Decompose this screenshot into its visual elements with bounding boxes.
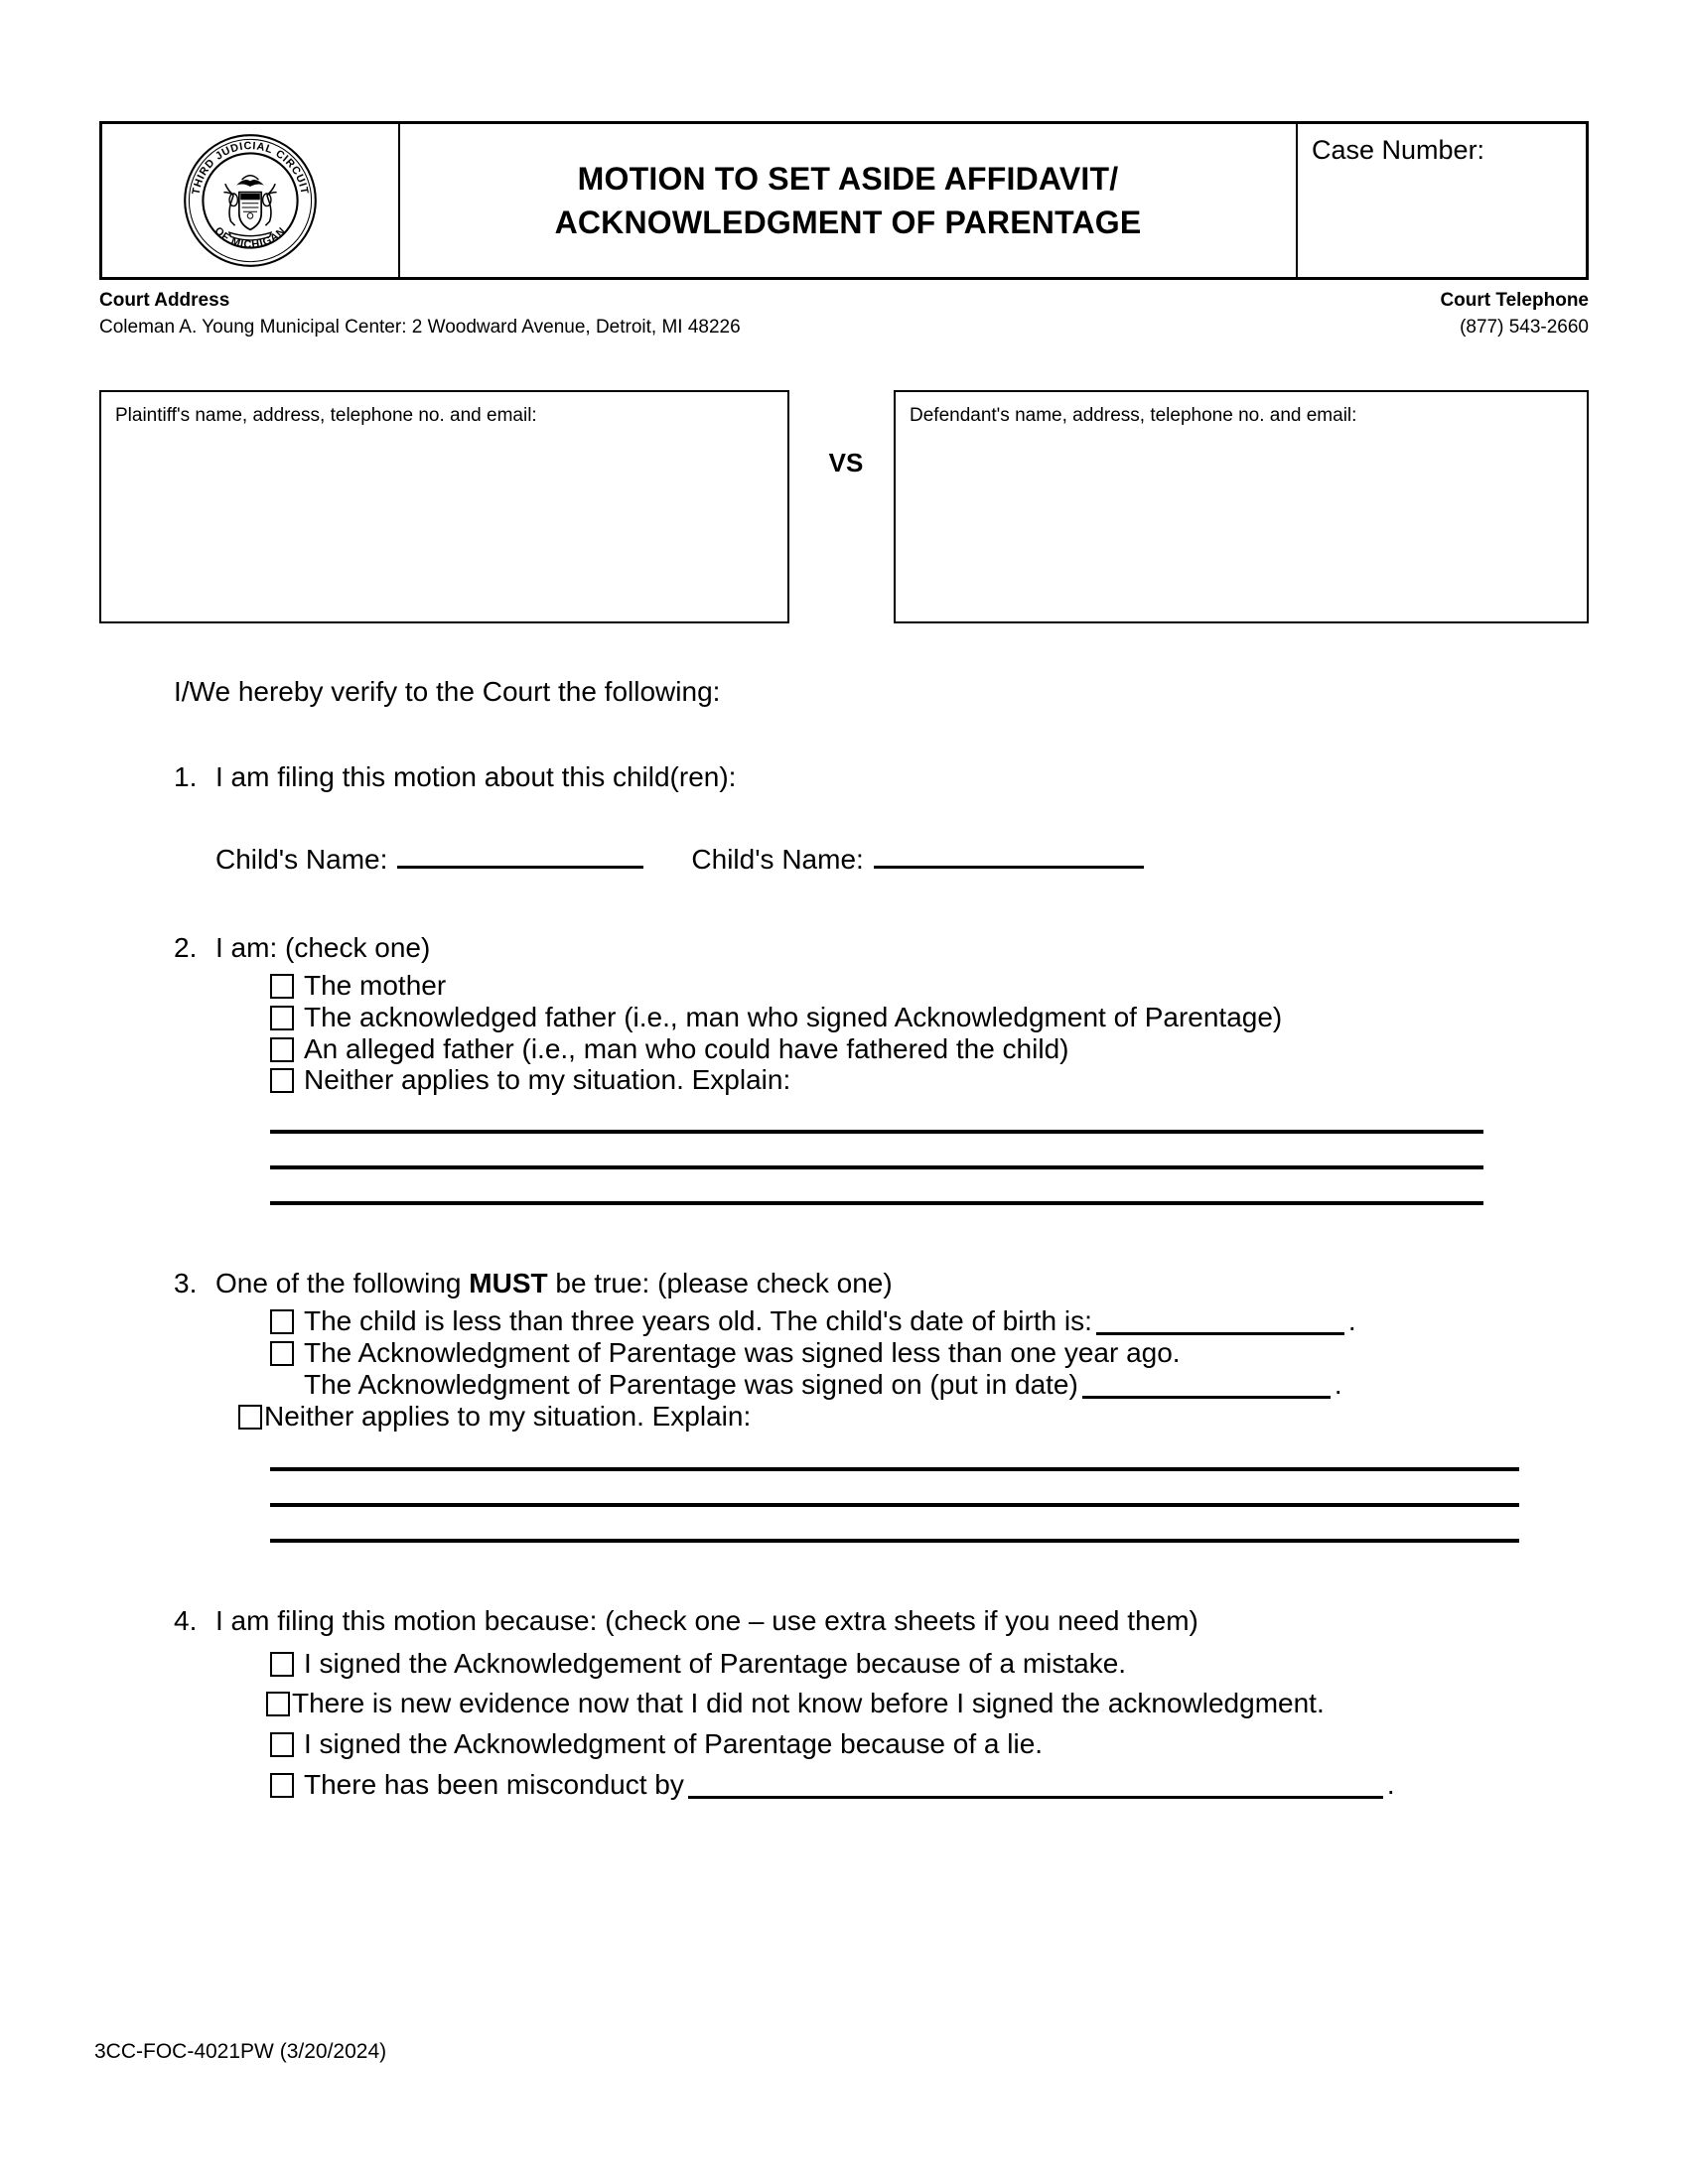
item-2-option-neither[interactable] bbox=[270, 1065, 1688, 1096]
child-name-label-2: Child's Name: bbox=[691, 843, 864, 875]
court-telephone-value: (877) 543-2660 bbox=[1460, 316, 1589, 338]
item-3-signed-on-label bbox=[304, 1370, 1342, 1401]
form-title-line-1: MOTION TO SET ASIDE AFFIDAVIT/ bbox=[577, 160, 1119, 197]
case-number-label: Case Number: bbox=[1312, 135, 1485, 165]
writing-line[interactable] bbox=[270, 1201, 1483, 1205]
checkbox-icon[interactable] bbox=[270, 1341, 294, 1366]
item-4-option-mistake[interactable] bbox=[270, 1649, 1688, 1680]
item-2-option-alleged-father[interactable] bbox=[270, 1034, 1688, 1065]
item-2-option-label: Neither applies to my situation. Explain: bbox=[304, 1064, 791, 1096]
defendant-label: Defendant's name, address, telephone no. and email: bbox=[910, 405, 1357, 426]
court-telephone-group bbox=[1440, 288, 1589, 314]
item-3-signed-on-text: The Acknowledgment of Parentage was signed on (put in date) bbox=[304, 1368, 1078, 1400]
misconduct-by-input[interactable] bbox=[688, 1770, 1383, 1799]
item-4-option-label: There is new evidence now that I did not know before I signed the acknowledgment. bbox=[292, 1688, 1325, 1719]
item-3-signed-on-row bbox=[270, 1370, 1688, 1401]
checkbox-icon[interactable] bbox=[238, 1405, 262, 1430]
court-address-value: Coleman A. Young Municipal Center: 2 Woodward Avenue, Detroit, MI 48226 bbox=[99, 316, 741, 338]
item-3-text bbox=[215, 1268, 893, 1298]
checkbox-icon[interactable] bbox=[270, 1309, 294, 1334]
court-seal-cell bbox=[102, 124, 400, 277]
versus-label: VS bbox=[828, 448, 864, 478]
item-2-option-mother[interactable] bbox=[270, 971, 1688, 1002]
item-2-text: I am: (check one) bbox=[215, 931, 431, 963]
defendant-box[interactable] bbox=[894, 390, 1589, 623]
checkbox-icon[interactable] bbox=[270, 1773, 294, 1798]
item-2-option-label: An alleged father (i.e., man who could have fathered the child) bbox=[304, 1032, 1069, 1064]
checkbox-icon[interactable] bbox=[270, 1037, 294, 1062]
item-2 bbox=[174, 931, 1688, 965]
plaintiff-label: Plaintiff's name, address, telephone no. and email: bbox=[115, 405, 537, 426]
child-name-input-1[interactable] bbox=[397, 838, 643, 869]
item-3-option1-period: . bbox=[1347, 1305, 1356, 1337]
item-3-option-label bbox=[304, 1306, 1356, 1337]
item-4-option-lie[interactable] bbox=[270, 1729, 1688, 1760]
item-2-options bbox=[270, 971, 1688, 1096]
parties-section bbox=[99, 390, 1589, 628]
form-title-cell bbox=[400, 124, 1298, 277]
checkbox-icon[interactable] bbox=[270, 1652, 294, 1677]
plaintiff-box[interactable] bbox=[99, 390, 789, 623]
item-4-option-new-evidence[interactable] bbox=[266, 1689, 1688, 1719]
court-address-group bbox=[99, 288, 229, 314]
item-3-option-within-one-year[interactable] bbox=[270, 1338, 1688, 1369]
item-1 bbox=[174, 760, 1688, 794]
form-title-line-2: ACKNOWLEDGMENT OF PARENTAGE bbox=[554, 205, 1142, 240]
writing-line[interactable] bbox=[270, 1165, 1483, 1169]
item-4 bbox=[174, 1604, 1688, 1638]
child-name-label-1: Child's Name: bbox=[215, 843, 388, 875]
case-number-cell[interactable] bbox=[1298, 124, 1586, 277]
writing-line[interactable] bbox=[270, 1130, 1483, 1134]
item-4-option-label: I signed the Acknowledgment of Parentage because of a lie. bbox=[304, 1728, 1044, 1760]
writing-line[interactable] bbox=[270, 1503, 1519, 1507]
item-3-signed-on-period: . bbox=[1334, 1368, 1342, 1400]
child-name-input-2[interactable] bbox=[874, 838, 1144, 869]
writing-line[interactable] bbox=[270, 1539, 1519, 1543]
item-3-options bbox=[264, 1305, 1688, 1432]
item-2-option-acknowledged-father[interactable] bbox=[270, 1003, 1688, 1033]
item-1-text: I am filing this motion about this child(ren): bbox=[215, 760, 737, 792]
item-4-option-label: I signed the Acknowledgement of Parentage because of a mistake. bbox=[304, 1647, 1127, 1679]
form-id-footer: 3CC-FOC-4021PW (3/20/2024) bbox=[94, 2040, 387, 2063]
signed-on-date-input[interactable] bbox=[1082, 1370, 1331, 1399]
item-4-text: I am filing this motion because: (check one – use extra sheets if you need them) bbox=[215, 1605, 1198, 1637]
caption-table bbox=[99, 121, 1589, 280]
writing-line[interactable] bbox=[270, 1467, 1519, 1471]
item-4-option-misconduct[interactable] bbox=[270, 1770, 1688, 1801]
item-3-text-must: MUST bbox=[469, 1268, 548, 1299]
item-4-option-label bbox=[304, 1770, 1395, 1801]
checkbox-icon[interactable] bbox=[266, 1692, 290, 1716]
court-address-label: Court Address bbox=[99, 290, 230, 311]
checkbox-icon[interactable] bbox=[270, 1006, 294, 1030]
item-4-misconduct-period: . bbox=[1386, 1768, 1395, 1800]
item-3-explain-lines[interactable] bbox=[270, 1467, 1519, 1543]
item-3-option1-text: The child is less than three years old. The child's date of birth is: bbox=[304, 1305, 1092, 1337]
svg-text:THIRD JUDICIAL CIRCUIT: THIRD JUDICIAL CIRCUIT bbox=[190, 140, 311, 197]
michigan-judicial-seal-icon bbox=[181, 131, 320, 270]
item-3-option-label: Neither applies to my situation. Explain: bbox=[264, 1400, 752, 1432]
court-telephone-label: Court Telephone bbox=[1440, 290, 1589, 311]
verification-intro: I/We hereby verify to the Court the following: bbox=[174, 676, 721, 707]
date-of-birth-input[interactable] bbox=[1096, 1306, 1344, 1335]
item-1-number: 1. bbox=[174, 760, 198, 792]
checkbox-icon[interactable] bbox=[270, 1068, 294, 1093]
item-4-misconduct-text: There has been misconduct by bbox=[304, 1768, 684, 1800]
item-2-explain-lines[interactable] bbox=[270, 1130, 1483, 1205]
item-3-option-under-three[interactable] bbox=[270, 1306, 1688, 1337]
item-3-option-label: The Acknowledgment of Parentage was signed less than one year ago. bbox=[304, 1337, 1181, 1369]
svg-text:OF MICHIGAN: OF MICHIGAN bbox=[211, 224, 289, 251]
item-3-option-neither[interactable] bbox=[238, 1402, 1688, 1433]
item-3 bbox=[174, 1267, 1688, 1300]
item-3-text-before: One of the following bbox=[215, 1268, 470, 1299]
item-2-option-label: The mother bbox=[304, 969, 447, 1001]
form-body bbox=[0, 675, 1688, 1801]
item-4-options bbox=[270, 1649, 1688, 1801]
checkbox-icon[interactable] bbox=[270, 974, 294, 999]
checkbox-icon[interactable] bbox=[270, 1732, 294, 1757]
item-3-text-after: be true: (please check one) bbox=[547, 1268, 893, 1299]
item-4-number: 4. bbox=[174, 1605, 198, 1637]
item-2-option-label: The acknowledged father (i.e., man who signed Acknowledgment of Parentage) bbox=[304, 1001, 1283, 1032]
item-3-number: 3. bbox=[174, 1268, 198, 1299]
item-2-number: 2. bbox=[174, 931, 198, 963]
court-info-block bbox=[99, 288, 1589, 341]
child-names-row bbox=[215, 838, 1688, 876]
